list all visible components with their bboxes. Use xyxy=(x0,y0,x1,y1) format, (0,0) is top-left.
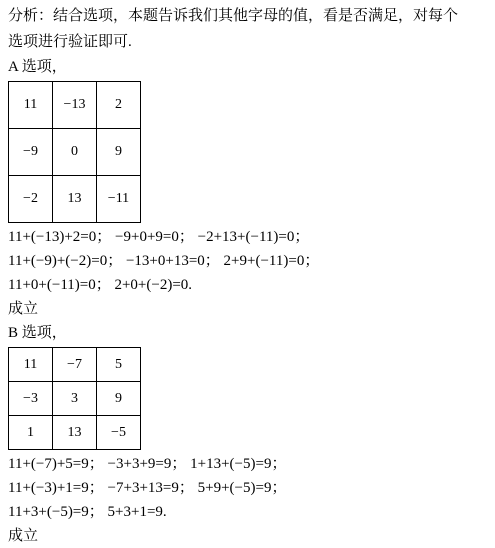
grid-cell: 13 xyxy=(53,176,97,223)
grid-row xyxy=(9,416,141,450)
option-b-conclusion: 成立 xyxy=(8,528,39,544)
option-a-section xyxy=(8,55,493,321)
grid-row xyxy=(9,82,141,129)
grid-row xyxy=(9,382,141,416)
grid-cell: 2 xyxy=(97,82,141,129)
grid-cell: 11 xyxy=(9,348,53,382)
grid-cell: −5 xyxy=(97,416,141,450)
option-a-equation-line: 11+0+(−11)=0； 2+0+(−2)=0. xyxy=(8,277,193,293)
grid-cell: −11 xyxy=(97,176,141,223)
solution-document xyxy=(8,0,493,548)
grid-cell: −2 xyxy=(9,176,53,223)
option-b-equation-line: 11+3+(−5)=9； 5+3+1=9. xyxy=(8,504,167,520)
option-a-equation-line: 11+(−13)+2=0； −9+0+9=0； −2+13+(−11)=0； xyxy=(8,229,310,245)
grid-cell: −3 xyxy=(9,382,53,416)
grid-cell: −7 xyxy=(53,348,97,382)
option-b-equation-line: 11+(−3)+1=9； −7+3+13=9； 5+9+(−5)=9； xyxy=(8,480,287,496)
grid-row xyxy=(9,129,141,176)
grid-cell: 9 xyxy=(97,382,141,416)
grid-cell: −13 xyxy=(53,82,97,129)
option-a-grid xyxy=(8,81,141,223)
grid-cell: 13 xyxy=(53,416,97,450)
option-b-grid xyxy=(8,347,141,450)
grid-cell: 9 xyxy=(97,129,141,176)
grid-cell: −9 xyxy=(9,129,53,176)
analysis-line-2: 选项进行验证即可. xyxy=(8,34,132,50)
option-a-equation-line: 11+(−9)+(−2)=0； −13+0+13=0； 2+9+(−11)=0； xyxy=(8,253,320,269)
grid-cell: 5 xyxy=(97,348,141,382)
grid-cell: 0 xyxy=(53,129,97,176)
grid-row xyxy=(9,348,141,382)
grid-cell: 3 xyxy=(53,382,97,416)
option-a-label: A 选项， xyxy=(8,59,67,75)
option-b-label: B 选项， xyxy=(8,325,67,341)
grid-cell: 1 xyxy=(9,416,53,450)
grid-cell: 11 xyxy=(9,82,53,129)
option-b-equation-line: 11+(−7)+5=9； −3+3+9=9； 1+13+(−5)=9； xyxy=(8,456,287,472)
option-a-conclusion: 成立 xyxy=(8,301,39,317)
analysis-line-1: 分析：结合选项，本题告诉我们其他字母的值，看是否满足，对每个 xyxy=(8,8,459,24)
option-b-section xyxy=(8,321,493,548)
grid-row xyxy=(9,176,141,223)
